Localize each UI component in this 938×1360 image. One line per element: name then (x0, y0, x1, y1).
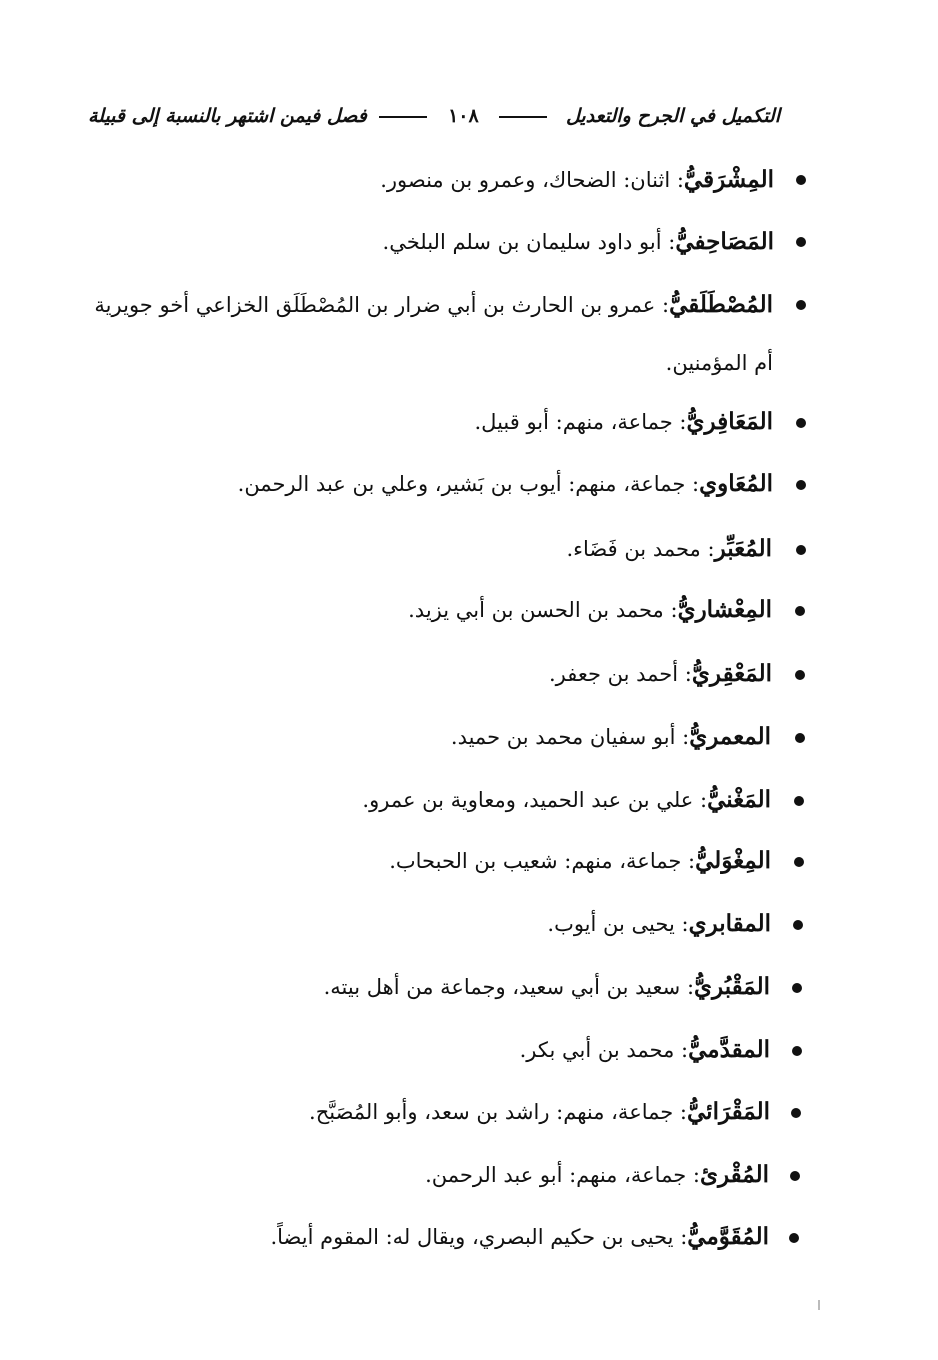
separator: : (655, 293, 670, 317)
list-item (549, 656, 772, 692)
entry-text: جماعة، منهم: راشد بن سعد، وأبو المُصَبَّح. (309, 1100, 674, 1124)
entry-text: سعيد بن أبي سعيد، وجماعة من أهل بيته. (323, 975, 681, 999)
entry-text: اثنان: الضحاك، وعمرو بن منصور. (380, 168, 671, 192)
list-item (380, 162, 774, 198)
nisba-term: المِشْرَقيُّ (683, 166, 774, 193)
nisba-term: المعمريُّ (689, 723, 771, 750)
list-item (362, 782, 771, 818)
list-item (408, 592, 772, 628)
separator: : (673, 1225, 688, 1249)
list-item (451, 719, 771, 755)
separator: : (670, 168, 684, 192)
bullet (796, 480, 806, 490)
bullet (796, 545, 806, 555)
nisba-term: المقابري (688, 910, 771, 937)
separator: : (678, 662, 692, 686)
entry-text: محمد بن أبي بكر. (519, 1038, 675, 1062)
separator: : (693, 788, 708, 812)
section-title: فصل فيمن اشتهر بالنسبة إلى قبيلة (87, 105, 367, 127)
separator: : (674, 912, 689, 936)
separator: : (675, 725, 690, 749)
nisba-term: المُعَبِّر (714, 535, 772, 562)
entry-text: جماعة، منهم: أبو قبيل. (474, 410, 673, 434)
entry-text: عمرو بن الحارث بن أبي ضرار بن المُصْطَلَق الخزاعي أخو جويرية أم المؤمنين. (94, 293, 773, 375)
nisba-term: المِعْشاريُّ (677, 596, 772, 623)
separator: : (680, 975, 695, 999)
entry-text: أبو سفيان محمد بن حميد. (450, 725, 676, 749)
entry-text: علي بن عبد الحميد، ومعاوية بن عمرو. (362, 788, 694, 812)
separator: : (661, 230, 676, 254)
entry-text: يحيى بن أيوب. (547, 912, 675, 936)
nisba-term: المقدَّميُّ (688, 1036, 770, 1063)
nisba-term: المَعْقِريُّ (691, 660, 772, 687)
list-item (389, 843, 771, 879)
list-item (566, 531, 772, 567)
scan-artifact (818, 1300, 820, 1310)
nisba-term: المَصَاحِفيُّ (675, 228, 774, 255)
separator: : (685, 472, 700, 496)
bullet (795, 670, 805, 680)
separator: : (673, 1100, 688, 1124)
nisba-term: المَقْبُريُّ (694, 973, 770, 1000)
entry-text: جماعة، منهم: شعيب بن الحبحاب. (389, 849, 682, 873)
list-item (93, 276, 773, 392)
entry-text: أحمد بن جعفر. (548, 662, 679, 686)
bullet (796, 237, 806, 247)
bullet (795, 606, 805, 616)
list-item (309, 1094, 770, 1130)
nisba-term: المَعَافِريُّ (686, 408, 773, 435)
bullet (794, 857, 804, 867)
nisba-term: المُقَوَّميُّ (687, 1223, 769, 1250)
bullet (795, 733, 805, 743)
bullet (790, 1171, 800, 1181)
running-header (87, 98, 780, 134)
list-item (520, 1032, 770, 1068)
book-title: التكميل في الجرح والتعديل (565, 105, 780, 127)
bullet (792, 983, 802, 993)
nisba-term: المَغْنيُّ (707, 786, 771, 813)
list-item (270, 1219, 769, 1255)
bullet (796, 175, 806, 185)
header-dash (499, 116, 547, 118)
nisba-term: المُعَاوي (699, 470, 773, 497)
bullet (796, 418, 806, 428)
entry-text: محمد بن فَضَاء. (566, 537, 701, 561)
list-item (324, 969, 770, 1005)
header-dash (379, 116, 427, 118)
nisba-term: المِغْوَليُّ (695, 847, 771, 874)
list-item (383, 224, 774, 260)
separator: : (681, 849, 696, 873)
nisba-term: المَقْرَائيُّ (687, 1098, 770, 1125)
entry-text: محمد بن الحسن بن أبي يزيد. (408, 598, 664, 622)
bullet (794, 796, 804, 806)
list-item (474, 404, 773, 440)
entry-text: جماعة، منهم: أبو عبد الرحمن. (425, 1163, 687, 1187)
separator: : (686, 1163, 700, 1187)
nisba-term: المُقْرئ (699, 1161, 769, 1188)
separator: : (700, 537, 715, 561)
bullet (796, 300, 806, 310)
entry-text: أبو داود سليمان بن سلم البلخي. (382, 230, 662, 254)
page-number: ١٠٨ (448, 105, 479, 127)
list-item (425, 1157, 769, 1193)
entry-text: يحيى بن حكيم البصري، ويقال له: المقوم أيضاً. (270, 1225, 674, 1249)
entry-text: جماعة، منهم: أيوب بن بَشير، وعلي بن عبد الرحمن. (237, 472, 686, 496)
separator: : (674, 1038, 689, 1062)
separator: : (672, 410, 687, 434)
nisba-term: المُصْطَلَقيُّ (669, 291, 773, 318)
list-item (547, 906, 771, 942)
list-item (238, 466, 773, 502)
bullet (792, 1046, 802, 1056)
bullet (789, 1233, 799, 1243)
bullet (791, 1108, 801, 1118)
bullet (793, 920, 803, 930)
separator: : (663, 598, 678, 622)
